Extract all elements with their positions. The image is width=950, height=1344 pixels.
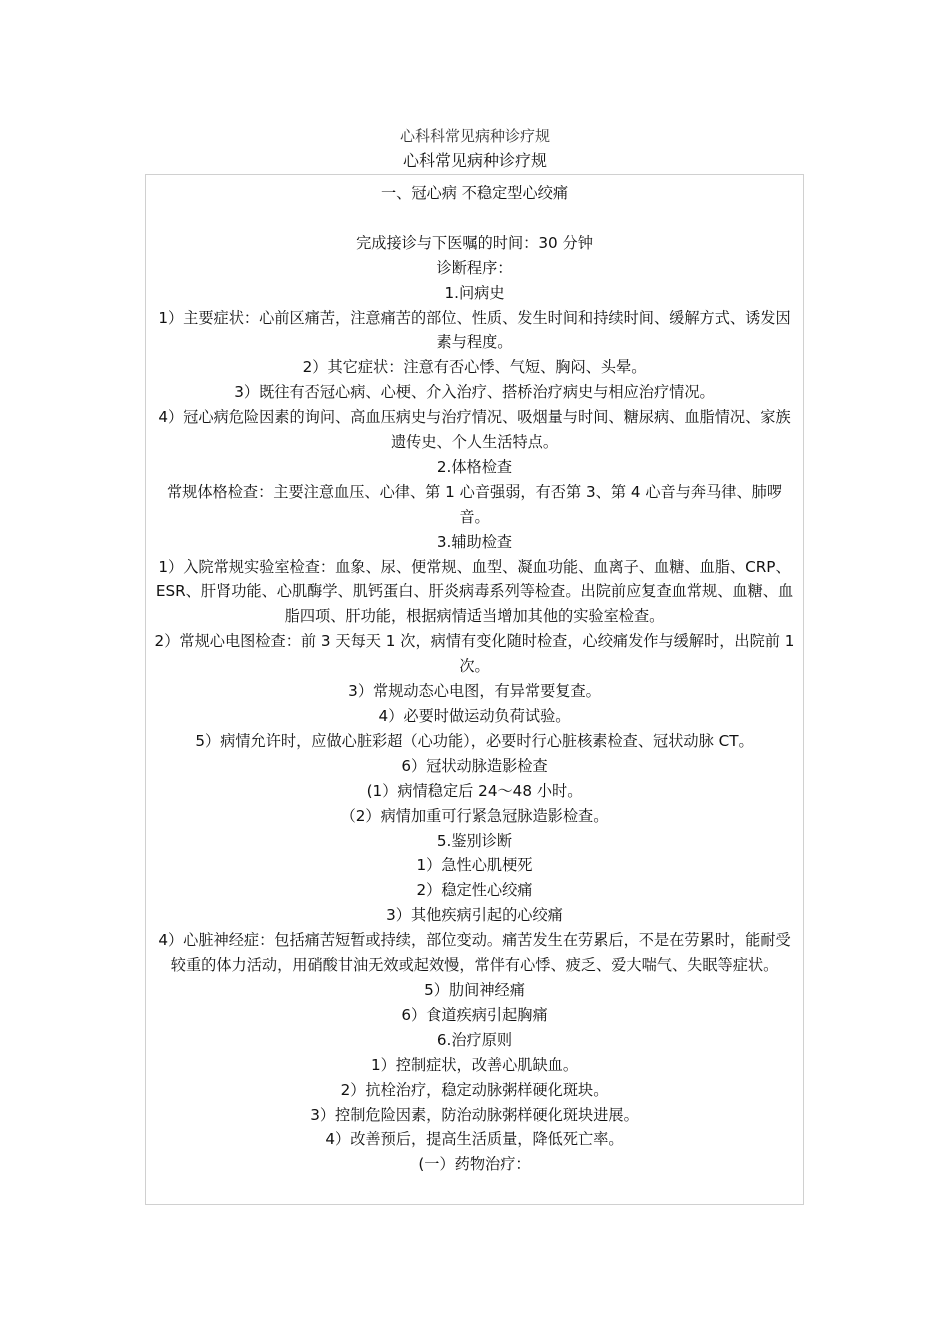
document-title: 心科常见病种诊疗规 [402, 151, 547, 170]
history-item-4: 4）冠心病危险因素的询问、高血压病史与治疗情况、吸烟量与时间、糖尿病、血脂情况、家族遗传史、个人生活特点。 [158, 408, 791, 452]
treatment-item-2: 2）抗栓治疗，稳定动脉粥样硬化斑块。 [340, 1080, 609, 1099]
page-header: 心科科常见病种诊疗规 [399, 127, 550, 145]
treatment-item-1: 1）控制症状，改善心肌缺血。 [370, 1055, 579, 1074]
angiography-sub-2: （2）病情加重可行紧急冠脉造影检查。 [340, 806, 609, 825]
auxiliary-exam-item-2: 2）常规心电图检查：前 3 天每天 1 次，病情有变化随时检查，心绞痛发作与缓解时，出院前 1 次。 [154, 632, 795, 676]
history-item-2: 2）其它症状：注意有否心悸、气短、胸闷、头晕。 [302, 358, 647, 377]
treatment-principles-heading: 6.治疗原则 [436, 1030, 513, 1049]
history-item-1: 1）主要症状：心前区痛苦，注意痛苦的部位、性质、发生时间和持续时间、缓解方式、诱发因素与程度。 [158, 308, 791, 352]
drug-therapy-heading: (一）药物治疗： [418, 1155, 531, 1174]
treatment-item-3: 3）控制危险因素，防治动脉粥样硬化斑块进展。 [310, 1105, 639, 1124]
content-box [145, 174, 804, 1205]
auxiliary-exam-heading: 3.辅助检查 [436, 532, 513, 551]
auxiliary-exam-item-1: 1）入院常规实验室检查：血象、尿、便常规、血型、凝血功能、血离子、血糖、血脂、CRP、ESR、肝肾功能、心肌酶学、肌钙蛋白、肝炎病毒系列等检查。出院前应复查血常规、血糖、血脂四项、肝功能，根据病情适当增加其他的实验室检查。 [155, 557, 794, 626]
physical-exam-heading: 2.体格检查 [436, 457, 513, 476]
auxiliary-exam-item-5: 5）病情允许时，应做心脏彩超（心功能），必要时行心脏核素检查、冠状动脉 CT。 [195, 731, 754, 750]
auxiliary-exam-item-6: 6）冠状动脉造影检查 [401, 756, 548, 775]
history-heading: 1.问病史 [444, 283, 505, 302]
angiography-sub-1: (1）病情稳定后 24～48 小时。 [366, 781, 583, 800]
differential-item-1: 1）急性心肌梗死 [416, 856, 533, 875]
differential-item-6: 6）食道疾病引起胸痛 [401, 1005, 548, 1024]
differential-diagnosis-heading: 5.鉴别诊断 [436, 831, 513, 850]
consult-time: 完成接诊与下医嘱的时间：30 分钟 [356, 233, 593, 252]
differential-item-2: 2）稳定性心绞痛 [416, 881, 533, 900]
section-title: 一、冠心病 不稳定型心绞痛 [380, 184, 569, 202]
history-item-3: 3）既往有否冠心病、心梗、介入治疗、搭桥治疗病史与相应治疗情况。 [234, 383, 715, 402]
blank-line [152, 206, 797, 231]
differential-item-3: 3）其他疾病引起的心绞痛 [386, 906, 563, 925]
physical-exam-text: 常规体格检查：主要注意血压、心律、第 1 心音强弱，有否第 3、第 4 心音与奔马律、肺啰音。 [166, 482, 783, 526]
differential-item-4: 4）心脏神经症：包括痛苦短暂或持续，部位变动。痛苦发生在劳累后，不是在劳累时，能耐受较重的体力活动，用硝酸甘油无效或起效慢，常伴有心悸、疲乏、爱大喘气、失眠等症状。 [158, 931, 791, 975]
auxiliary-exam-item-4: 4）必要时做运动负荷试验。 [378, 707, 571, 726]
differential-item-5: 5）肋间神经痛 [424, 980, 525, 999]
diagnosis-procedure-heading: 诊断程序： [436, 258, 513, 277]
treatment-item-4: 4）改善预后，提高生活质量，降低死亡率。 [325, 1130, 624, 1149]
auxiliary-exam-item-3: 3）常规动态心电图，有异常要复查。 [348, 682, 601, 701]
